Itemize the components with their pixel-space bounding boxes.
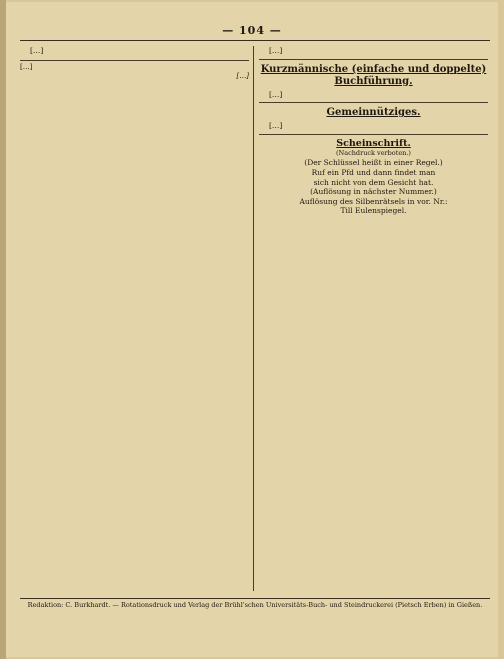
puzzle-subtitle: (Nachdruck verboten.) [336,148,411,157]
section-heading-gemeinnuetziges: Gemeinnütziges. [326,107,421,119]
footnote-text: […] [20,62,33,71]
section-rule [259,102,488,103]
author-signature: […] [236,71,249,80]
page-number: — 104 — [222,24,282,37]
right-column [259,46,488,591]
puzzle-box [259,138,488,216]
right-column-text: […] [269,46,283,55]
puzzle-line: Till Eulenspiegel. [340,206,407,216]
section-rule [259,59,488,60]
puzzle-line: sich nicht von dem Gesicht hat. [313,177,434,187]
section-text-gemeinnuetziges: […] [269,121,283,131]
puzzle-line: Auflösung des Silbenrätsels in vor. Nr.: [299,196,448,206]
puzzle-title: Scheinschrift. [336,137,411,149]
imprint-footer: Redaktion: C. Burkhardt. — Rotationsdruck und Verlag der Brühl'schen Universitäts-Buch- und Steindruckerei (Pietsch Erben) in Gießen. [20,598,490,609]
newspaper-page [6,2,498,657]
left-column-text: […] [30,46,44,55]
section-text-buchfuehrung: […] [269,89,283,99]
left-column [20,46,249,591]
footnote [20,60,249,81]
section-rule [259,134,488,135]
column-divider [253,46,254,591]
section-heading-buchfuehrung: Kurzmännische (einfache und doppelte) Buchführung. [260,63,487,87]
puzzle-line: (Der Schlüssel heißt in einer Regel.) [304,158,443,168]
puzzle-line: (Auflösung in nächster Nummer.) [310,187,437,197]
header-rule [20,40,490,41]
puzzle-line: Ruf ein Pfd und dann findet man [311,167,436,177]
